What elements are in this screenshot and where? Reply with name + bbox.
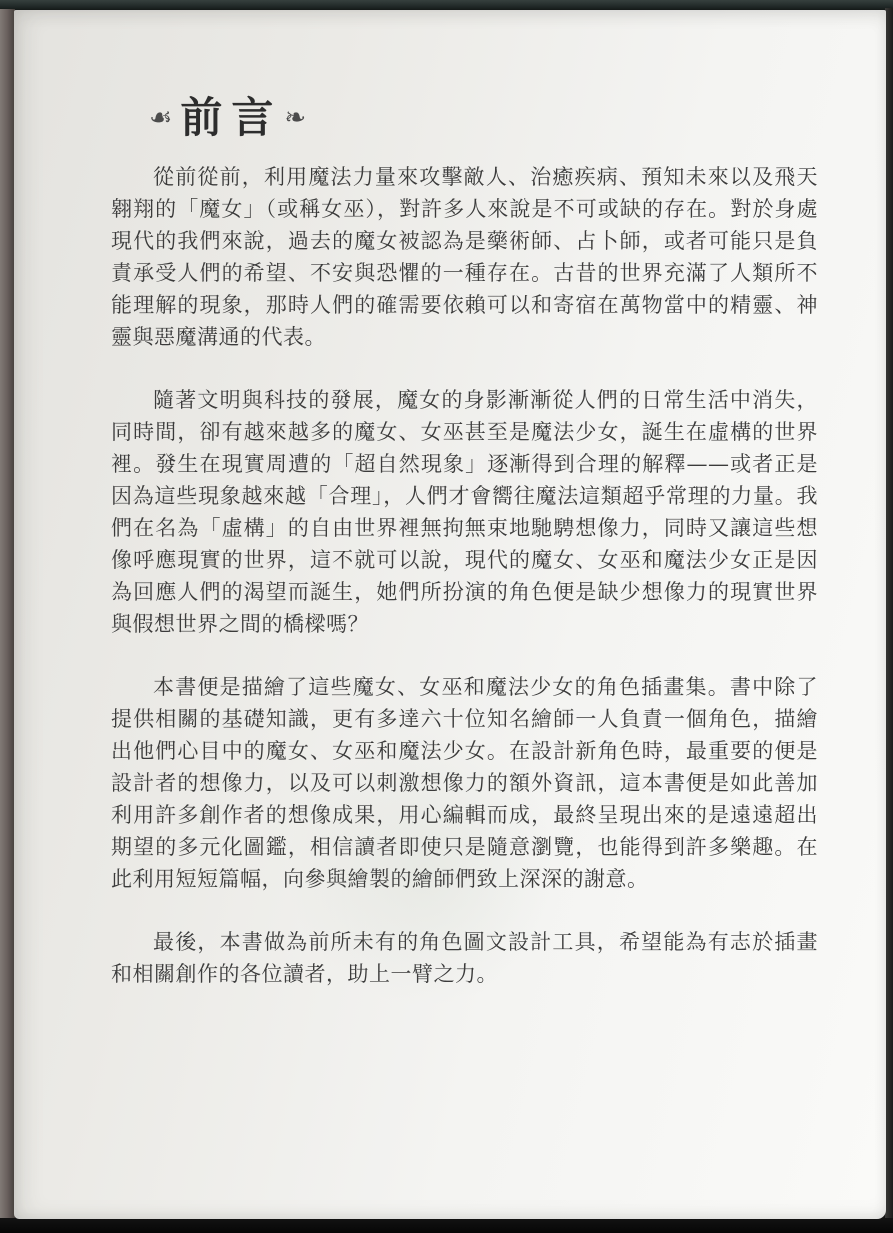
book-spine-edge [0, 9, 15, 1220]
fleuron-left-icon: ☙ [149, 103, 173, 133]
book-page [14, 10, 886, 1219]
preface-paragraph-2: 隨著文明與科技的發展，魔女的身影漸漸從人們的日常生活中消失，同時間，卻有越來越多的魔女、女巫甚至是魔法少女，誕生在虛構的世界裡。發生在現實周遭的「超自然現象」逐漸得到合理的解釋——或者正是因為這些現象越來越「合理」，人們才會嚮往魔法這類超乎常理的力量。我們在名為「虛構」的自由世界裡無拘無束地馳騁想像力，同時又讓這些想像呼應現實的世界，這不就可以說，現代的魔女、女巫和魔法少女正是因為回應人們的渴望而誕生，她們所扮演的角色便是缺少想像力的現實世界與假想世界之間的橋樑嗎？ [111, 388, 818, 636]
page-title [149, 93, 818, 143]
preface-paragraph-4: 最後，本書做為前所未有的角色圖文設計工具，希望能為有志於插畫和相關創作的各位讀者，助上一臂之力。 [111, 930, 818, 986]
preface-paragraph-3: 本書便是描繪了這些魔女、女巫和魔法少女的角色插畫集。書中除了提供相關的基礎知識，更有多達六十位知名繪師一人負責一個角色，描繪出他們心目中的魔女、女巫和魔法少女。在設計新角色時，最重要的便是設計者的想像力，以及可以刺激想像力的額外資訊，這本書便是如此善加利用許多創作者的想像成果，用心編輯而成，最終呈現出來的是遠遠超出期望的多元化圖鑑，相信讀者即使只是隨意瀏覽，也能得到許多樂趣。在此利用短短篇幅，向參與繪製的繪師們致上深深的謝意。 [111, 675, 818, 891]
preface-paragraph-1: 從前從前，利用魔法力量來攻擊敵人、治癒疾病、預知未來以及飛天翱翔的「魔女」（或稱女巫），對許多人來說是不可或缺的存在。對於身處現代的我們來說，過去的魔女被認為是藥術師、占卜師，或者可能只是負責承受人們的希望、不安與恐懼的一種存在。古昔的世界充滿了人類所不能理解的現象，那時人們的確需要依賴可以和寄宿在萬物當中的精靈、神靈與惡魔溝通的代表。 [111, 165, 818, 349]
scan-edge-right [885, 8, 893, 1220]
page-title-text: 前言 [180, 93, 283, 142]
fleuron-right-icon: ❧ [284, 103, 307, 133]
scan-edge-bottom [0, 1218, 893, 1233]
